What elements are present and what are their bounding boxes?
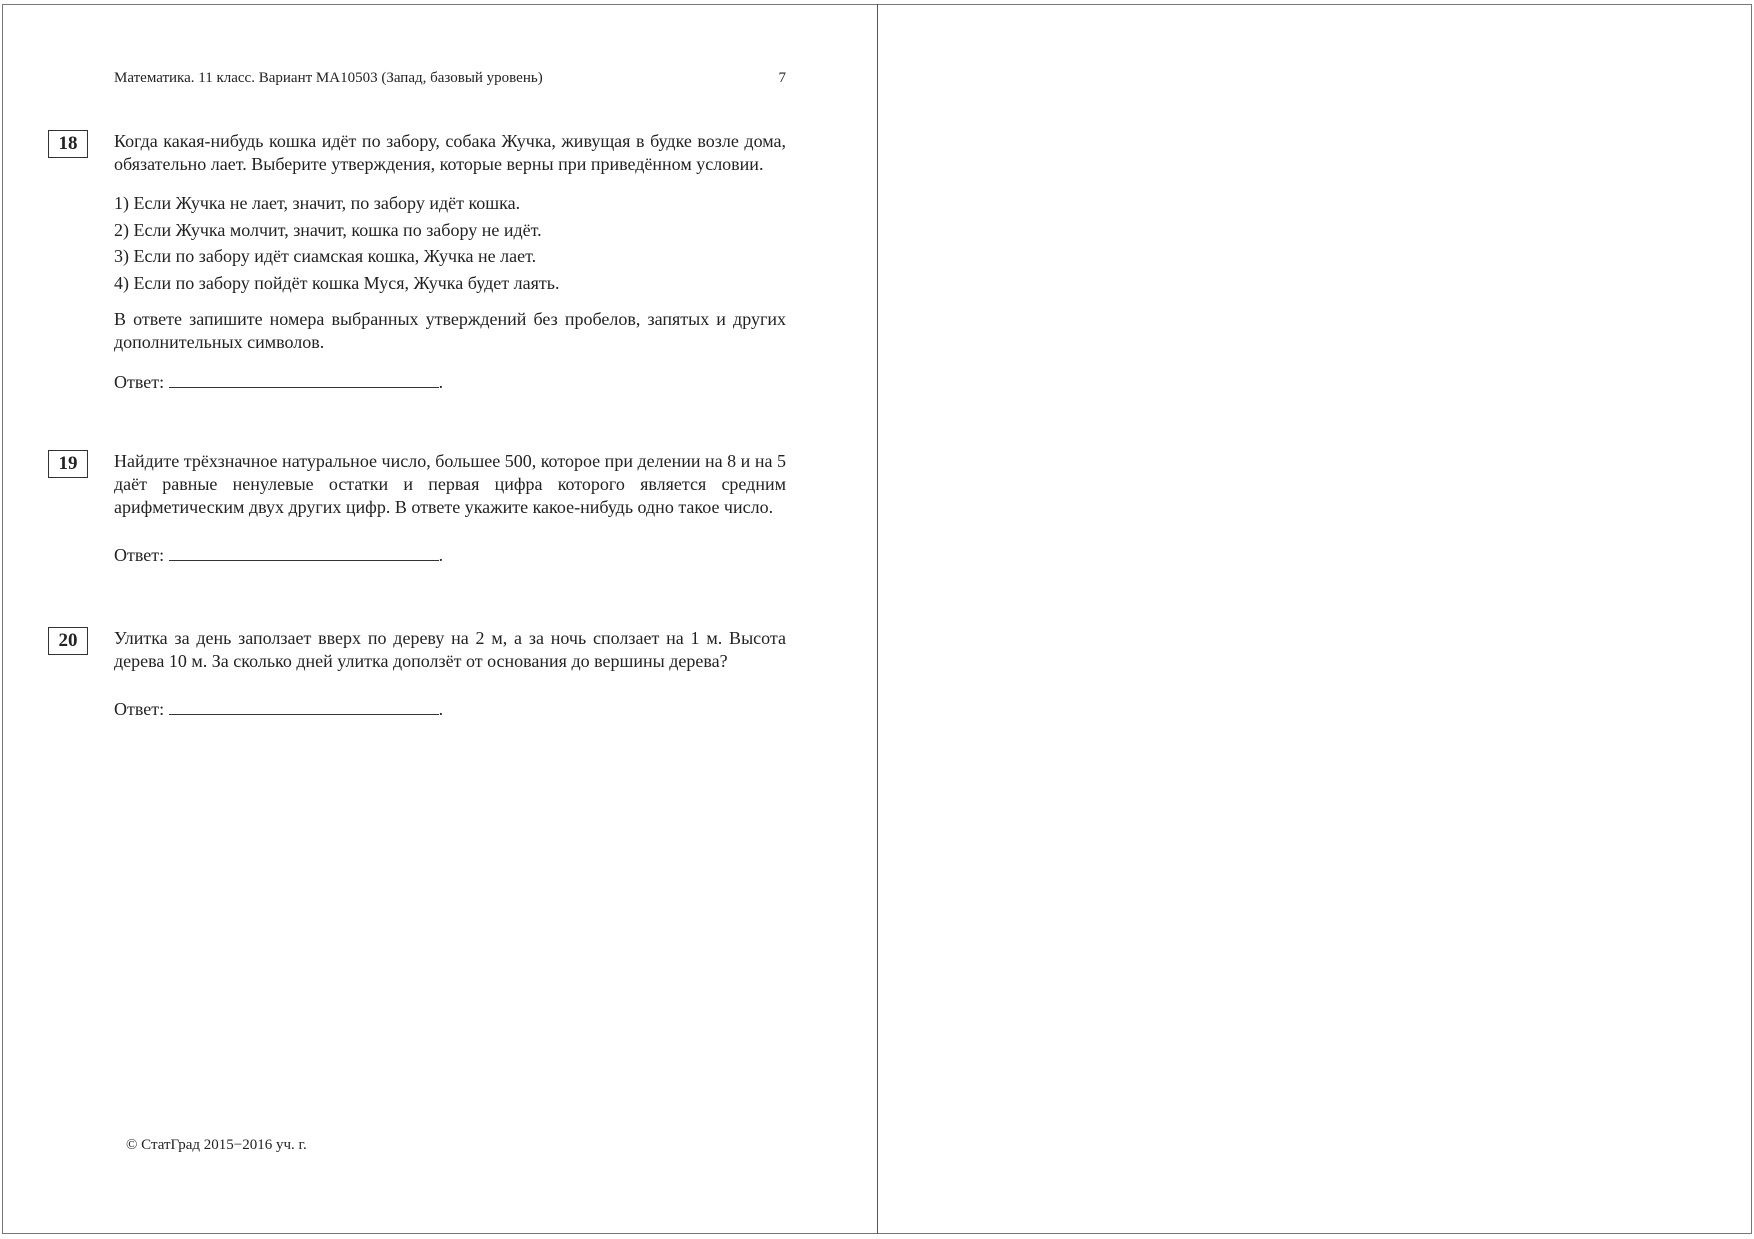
task-text: Найдите трёхзначное натуральное число, большее 500, которое при делении на 8 и на 5 даёт равные ненулевые остатки и первая цифра которого является средним арифметическим двух других цифр. В ответе укажите какое-нибудь одно такое число. <box>114 451 786 517</box>
answer-line: Ответ: . <box>114 372 444 392</box>
option-item: 2) Если Жучка молчит, значит, кошка по забору не идёт. <box>114 219 542 240</box>
options-list <box>114 190 786 296</box>
task-body <box>114 627 786 721</box>
answer-blank[interactable] <box>169 543 439 561</box>
task-instruction: В ответе запишите номера выбранных утверждений без пробелов, запятых и других дополнительных символов. <box>114 309 786 352</box>
answer-line: Ответ: . <box>114 545 444 565</box>
option-item: 3) Если по забору идёт сиамская кошка, Жучка не лает. <box>114 246 537 266</box>
page-number: 7 <box>778 70 786 86</box>
answer-line: Ответ: . <box>114 699 444 719</box>
answer-blank[interactable] <box>169 370 439 388</box>
page-header <box>114 70 786 87</box>
header-title: Математика. 11 класс. Вариант МА10503 (Запад, базовый уровень) <box>114 70 543 86</box>
answer-label: Ответ: <box>114 372 165 392</box>
task-body <box>114 450 786 567</box>
option-item: 1) Если Жучка не лает, значит, по забору идёт кошка. <box>114 193 521 213</box>
task-text: Когда какая-нибудь кошка идёт по забору, собака Жучка, живущая в будке возле дома, обязательно лает. Выберите утверждения, которые верны при приведённом условии. <box>114 131 786 174</box>
task-body <box>114 130 786 394</box>
task-number-box: 19 <box>48 450 88 478</box>
task-number-box: 20 <box>48 627 88 655</box>
answer-blank[interactable] <box>169 697 439 715</box>
footer-copyright: © СтатГрад 2015−2016 уч. г. <box>126 1137 307 1153</box>
task-text: Улитка за день заползает вверх по дереву на 2 м, а за ночь сползает на 1 м. Высота дерева 10 м. За сколько дней улитка доползёт от основания до вершины дерева? <box>114 628 786 671</box>
answer-label: Ответ: <box>114 699 165 719</box>
answer-label: Ответ: <box>114 545 165 565</box>
option-item: 4) Если по забору пойдёт кошка Муся, Жучка будет лаять. <box>114 272 560 293</box>
task-number-box: 18 <box>48 130 88 158</box>
page-divider <box>877 4 878 1234</box>
